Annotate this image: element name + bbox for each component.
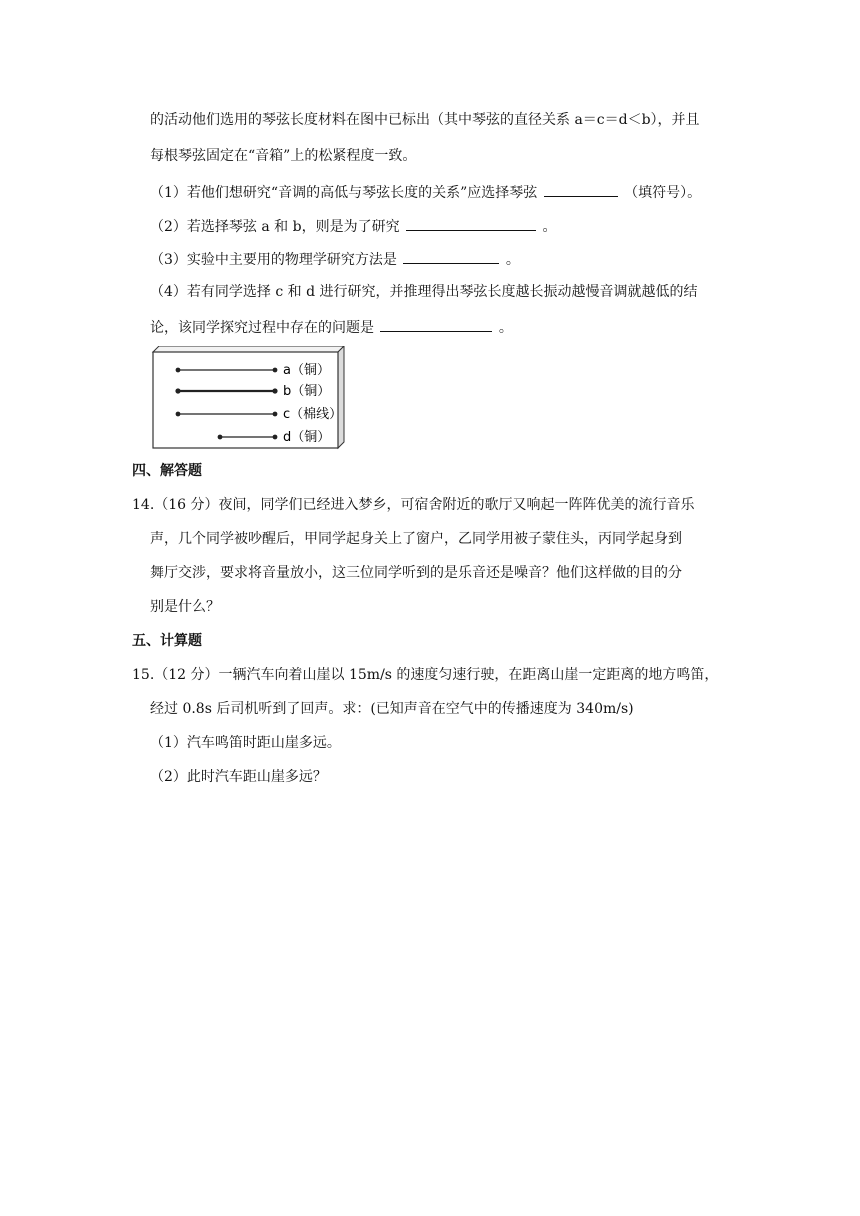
question-15-line-1: 15.（12 分）一辆汽车向着山崖以 15m/s 的速度匀速行驶，在距离山崖一定距离的地方鸣笛， <box>132 667 719 683</box>
question-14-line-1: 14.（16 分）夜间，同学们已经进入梦乡，可宿舍附近的歌厅又响起一阵阵优美的流行音乐 <box>132 497 695 513</box>
question-13-part-2-text: （2）若选择琴弦 a 和 b，则是为了研究 <box>150 219 400 235</box>
question-14-line-2: 声，几个同学被吵醒后，甲同学起身关上了窗户，乙同学用被子蒙住头，丙同学起身到 <box>150 531 682 547</box>
question-13-part-2-suffix: 。 <box>542 219 557 235</box>
box-top-face <box>153 346 344 352</box>
intro-line-1: 的活动他们选用的琴弦长度材料在图中已标出（其中琴弦的直径关系 a＝c＝d＜b），并且 <box>150 112 700 128</box>
question-13-part-1-suffix: （填符号）。 <box>624 185 702 201</box>
question-13-part-3 <box>150 248 520 270</box>
string-box-diagram <box>150 346 346 450</box>
question-13-part-4-suffix: 。 <box>498 320 513 336</box>
question-15-sub-1: （1）汽车鸣笛时距山崖多远。 <box>150 735 341 751</box>
string-box-figure <box>150 346 346 450</box>
answer-blank-3[interactable] <box>403 248 499 264</box>
answer-blank-2[interactable] <box>406 215 536 231</box>
label-string-d: d（铜） <box>283 430 331 445</box>
question-13-part-2 <box>150 215 556 237</box>
question-13-part-4-line-1: （4）若有同学选择 c 和 d 进行研究，并推理得出琴弦长度越长振动越慢音调就越低的结 <box>150 284 698 300</box>
question-15-line-2: 经过 0.8s 后司机听到了回声。求：(已知声音在空气中的传播速度为 340m/s) <box>150 701 634 717</box>
question-13-part-3-text: （3）实验中主要用的物理学研究方法是 <box>150 252 397 268</box>
question-13-part-4-text: 论，该同学探究过程中存在的问题是 <box>150 320 374 336</box>
answer-blank-1[interactable] <box>544 181 618 197</box>
section-4-title: 四、解答题 <box>132 463 202 479</box>
intro-line-2: 每根琴弦固定在“音箱”上的松紧程度一致。 <box>150 148 417 164</box>
label-string-a: a（铜） <box>283 363 330 378</box>
section-5-title: 五、计算题 <box>132 633 202 649</box>
question-13-part-4-line-2 <box>150 316 513 338</box>
question-14-line-4: 别是什么？ <box>150 599 220 615</box>
question-13-part-1 <box>150 181 701 203</box>
question-13-part-1-text: （1）若他们想研究“音调的高低与琴弦长度的关系”应选择琴弦 <box>150 185 538 201</box>
label-string-c: c（棉线） <box>283 407 343 422</box>
question-14-line-3: 舞厅交涉，要求将音量放小，这三位同学听到的是乐音还是噪音？他们这样做的目的分 <box>150 565 682 581</box>
question-13-part-3-suffix: 。 <box>505 252 520 268</box>
box-side-face <box>338 346 344 448</box>
question-15-sub-2: （2）此时汽车距山崖多远？ <box>150 769 327 785</box>
label-string-b: b（铜） <box>283 384 331 399</box>
answer-blank-4[interactable] <box>380 316 492 332</box>
